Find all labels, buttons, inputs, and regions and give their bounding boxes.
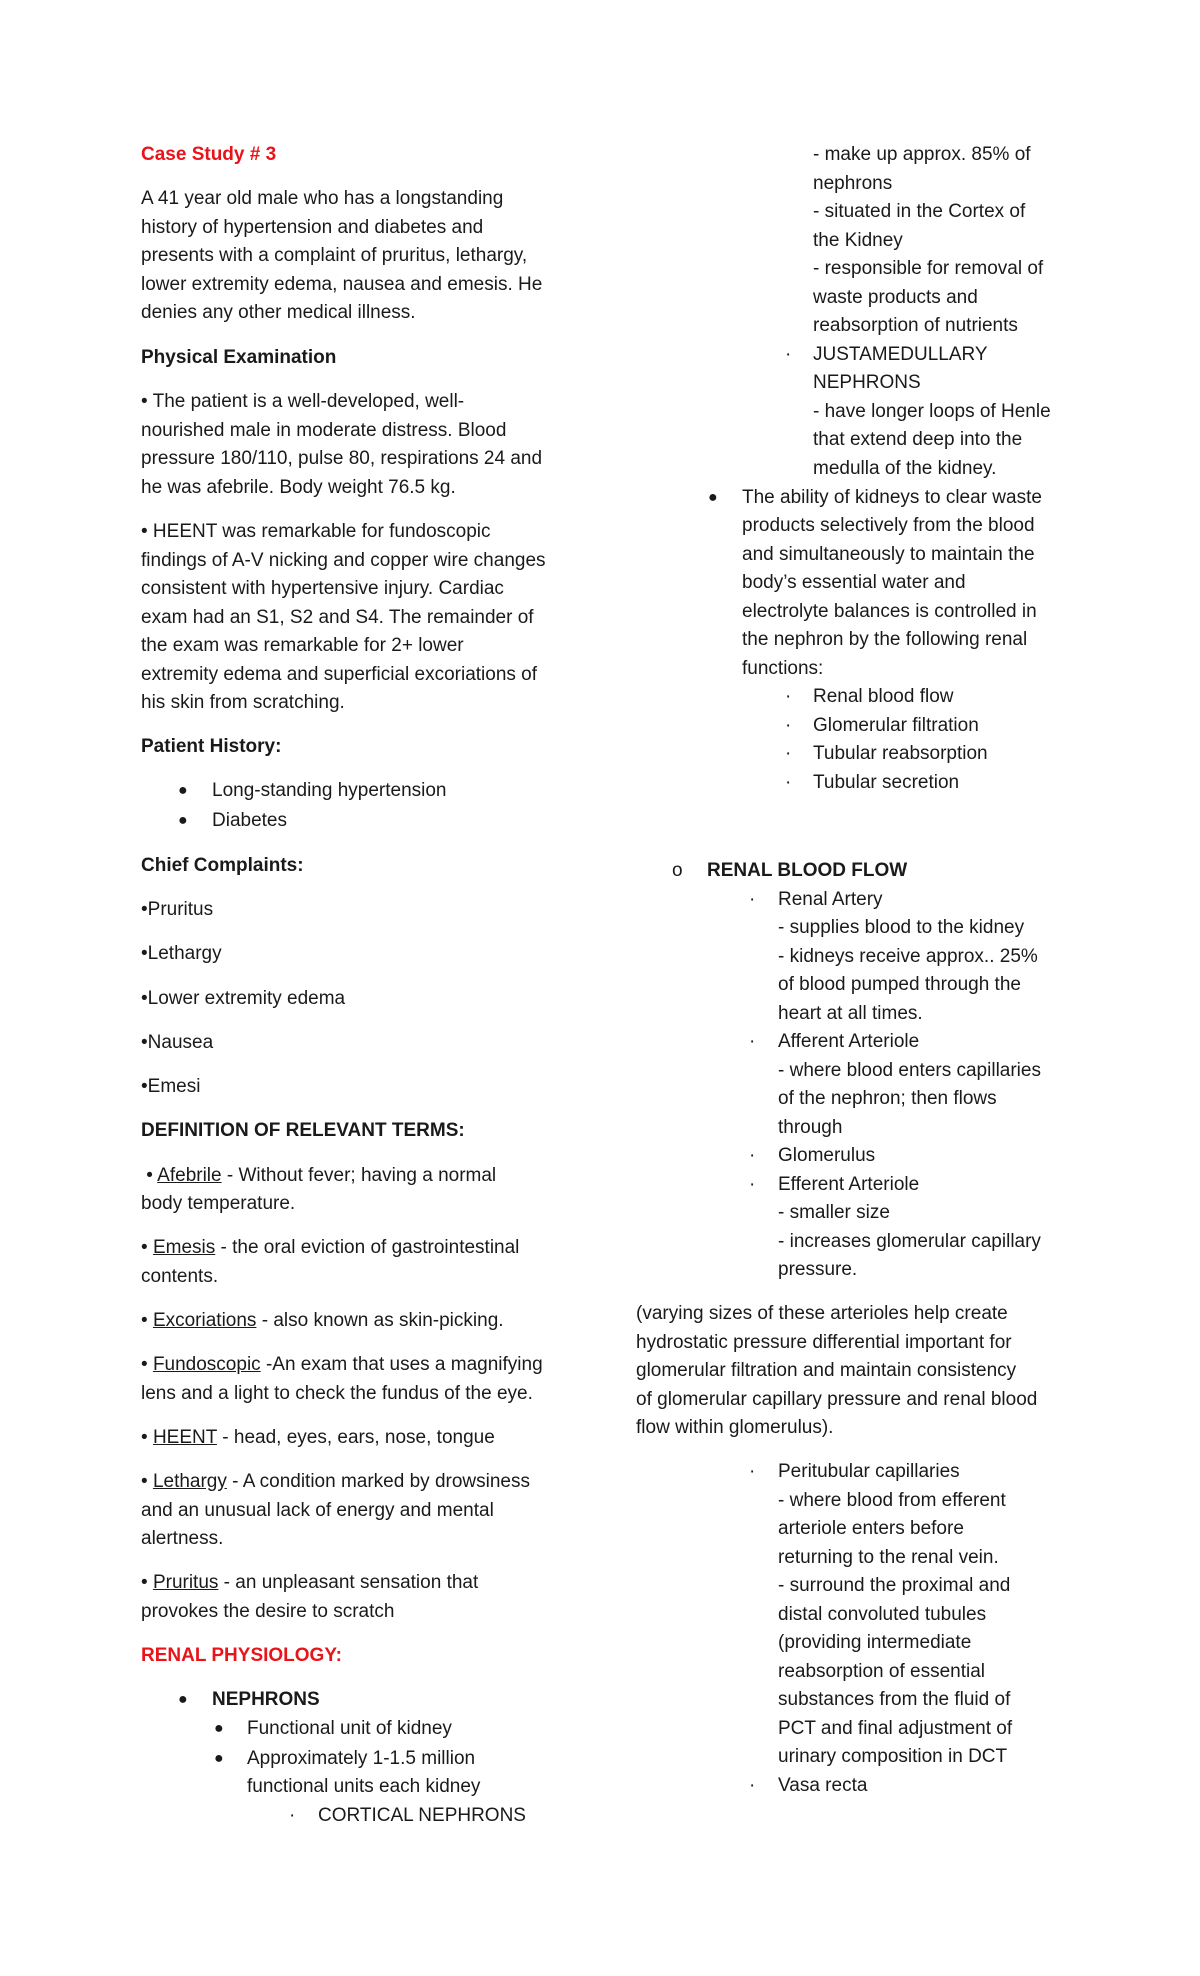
term-fundoscopic — [141, 1351, 543, 1379]
middle-dot-icon: · — [785, 743, 792, 764]
term-definition: - the oral eviction of gastrointestinal — [215, 1237, 520, 1258]
note-line: (varying sizes of these arterioles help create — [636, 1303, 1008, 1324]
detail-line: - situated in the Cortex of — [813, 201, 1026, 222]
ability-line: the nephron by the following renal — [742, 629, 1028, 650]
pe-line: nourished male in moderate distress. Blood — [141, 420, 507, 441]
term-word: Pruritus — [152, 1572, 219, 1593]
bullet-icon: ● — [178, 812, 188, 829]
definitions-heading: DEFINITION OF RELEVANT TERMS: — [141, 1120, 465, 1141]
glomerulus-item: Glomerulus — [778, 1145, 876, 1166]
intro-line: presents with a complaint of pruritus, lethargy, — [141, 245, 528, 266]
nephrons-label: NEPHRONS — [212, 1689, 320, 1710]
afferent-line: of the nephron; then flows — [778, 1088, 997, 1109]
nephron-sub-item: Functional unit of kidney — [247, 1718, 452, 1739]
term-definition: -An exam that uses a magnifying — [260, 1354, 543, 1375]
pe-line: extremity edema and superficial excoriations of — [141, 664, 538, 685]
renal-artery-line: of blood pumped through the — [778, 974, 1021, 995]
chief-complaints-heading: Chief Complaints: — [141, 855, 304, 876]
term-word: Lethargy — [152, 1471, 227, 1492]
function-item: Glomerular filtration — [813, 715, 979, 736]
pe-line: findings of A-V nicking and copper wire changes — [141, 550, 546, 571]
nephron-sub-item: functional units each kidney — [247, 1776, 481, 1797]
term-prefix: • — [141, 1310, 153, 1331]
detail-line: nephrons — [813, 173, 893, 194]
list-item: Diabetes — [212, 810, 287, 831]
pe-line: consistent with hypertensive injury. Cardiac — [141, 578, 504, 599]
term-continuation: contents. — [141, 1266, 219, 1287]
peritubular-line: distal convoluted tubules — [778, 1604, 987, 1625]
renal-artery-line: - kidneys receive approx.. 25% — [778, 946, 1038, 967]
renal-artery-line: heart at all times. — [778, 1003, 923, 1024]
case-study-title: Case Study # 3 — [141, 144, 277, 165]
term-prefix: • — [141, 1471, 153, 1492]
middle-dot-icon: · — [749, 1461, 756, 1482]
middle-dot-icon: · — [749, 889, 756, 910]
ability-line: The ability of kidneys to clear waste — [742, 487, 1042, 508]
peritubular-line: - surround the proximal and — [778, 1575, 1011, 1596]
peritubular-line: reabsorption of essential — [778, 1661, 986, 1682]
middle-dot-icon: · — [785, 344, 792, 365]
intro-line: A 41 year old male who has a longstanding — [141, 188, 504, 209]
peritubular-line: arteriole enters before — [778, 1518, 964, 1539]
renal-artery-line: - supplies blood to the kidney — [778, 917, 1025, 938]
term-definition: - A condition marked by drowsiness — [226, 1471, 530, 1492]
detail-line: waste products and — [813, 287, 978, 308]
hollow-circle-icon: o — [672, 860, 683, 881]
peritubular-line: (providing intermediate — [778, 1632, 972, 1653]
middle-dot-icon: · — [289, 1805, 296, 1826]
term-word: HEENT — [152, 1427, 217, 1448]
function-item: Tubular secretion — [813, 772, 960, 793]
term-definition: - Without fever; having a normal — [221, 1165, 497, 1186]
renal-artery-line: Renal Artery — [778, 889, 883, 910]
peritubular-line: PCT and final adjustment of — [778, 1718, 1013, 1739]
middle-dot-icon: · — [749, 1031, 756, 1052]
term-excoriations — [141, 1307, 504, 1335]
complaint-item: •Emesi — [141, 1076, 201, 1097]
term-continuation: lens and a light to check the fundus of the eye. — [141, 1383, 533, 1404]
middle-dot-icon: · — [785, 715, 792, 736]
middle-dot-icon: · — [785, 772, 792, 793]
note-line: hydrostatic pressure differential important for — [636, 1332, 1012, 1353]
function-item: Tubular reabsorption — [813, 743, 988, 764]
ability-line: electrolyte balances is controlled in — [742, 601, 1037, 622]
term-prefix: • — [141, 1354, 153, 1375]
function-item: Renal blood flow — [813, 686, 954, 707]
renal-blood-flow-heading: RENAL BLOOD FLOW — [707, 860, 908, 881]
peritubular-line: Peritubular capillaries — [778, 1461, 960, 1482]
term-pruritus — [141, 1569, 478, 1597]
juxta-line: medulla of the kidney. — [813, 458, 997, 479]
term-prefix: • — [141, 1572, 153, 1593]
term-word: Emesis — [152, 1237, 216, 1258]
middle-dot-icon: · — [749, 1174, 756, 1195]
efferent-line: pressure. — [778, 1259, 858, 1280]
bullet-icon: ● — [214, 1720, 224, 1737]
peritubular-line: urinary composition in DCT — [778, 1746, 1008, 1767]
bullet-icon: ● — [708, 489, 718, 506]
detail-line: the Kidney — [813, 230, 903, 251]
afferent-line: through — [778, 1117, 843, 1138]
detail-line: reabsorption of nutrients — [813, 315, 1018, 336]
ability-line: and simultaneously to maintain the — [742, 544, 1035, 565]
patient-history-heading: Patient History: — [141, 736, 282, 757]
term-lethargy — [141, 1468, 530, 1496]
intro-line: lower extremity edema, nausea and emesis. He — [141, 274, 543, 295]
peritubular-line: - where blood from efferent — [778, 1490, 1006, 1511]
pe-line: the exam was remarkable for 2+ lower — [141, 635, 464, 656]
efferent-line: Efferent Arteriole — [778, 1174, 920, 1195]
pe-line: exam had an S1, S2 and S4. The remainder of — [141, 607, 534, 628]
afferent-line: - where blood enters capillaries — [778, 1060, 1041, 1081]
note-line: of glomerular capillary pressure and renal blood — [636, 1389, 1038, 1410]
note-line: glomerular filtration and maintain consistency — [636, 1360, 1017, 1381]
efferent-line: - smaller size — [778, 1202, 890, 1223]
bullet-icon: ● — [214, 1750, 224, 1767]
physical-exam-heading: Physical Examination — [141, 347, 337, 368]
ability-line: products selectively from the blood — [742, 515, 1035, 536]
nephron-sub-item: Approximately 1-1.5 million — [247, 1748, 476, 1769]
renal-physiology-heading: RENAL PHYSIOLOGY: — [141, 1645, 342, 1666]
term-afebrile — [141, 1162, 496, 1190]
term-definition: - an unpleasant sensation that — [218, 1572, 479, 1593]
middle-dot-icon: · — [749, 1145, 756, 1166]
peritubular-line: returning to the renal vein. — [778, 1547, 999, 1568]
complaint-item: •Lethargy — [141, 943, 222, 964]
bullet-icon: ● — [178, 1691, 188, 1708]
complaint-item: •Pruritus — [141, 899, 214, 920]
term-emesis — [141, 1234, 519, 1262]
juxta-line: JUSTAMEDULLARY — [813, 344, 988, 365]
term-word: Excoriations — [152, 1310, 257, 1331]
juxta-line: NEPHRONS — [813, 372, 921, 393]
term-continuation: alertness. — [141, 1528, 224, 1549]
intro-line: denies any other medical illness. — [141, 302, 416, 323]
middle-dot-icon: · — [785, 686, 792, 707]
term-word: Fundoscopic — [152, 1354, 261, 1375]
term-prefix: • — [141, 1165, 158, 1186]
detail-line: - make up approx. 85% of — [813, 144, 1031, 165]
list-item: Long-standing hypertension — [212, 780, 447, 801]
bullet-icon: ● — [178, 782, 188, 799]
complaint-item: •Nausea — [141, 1032, 214, 1053]
middle-dot-icon: · — [749, 1775, 756, 1796]
juxta-line: that extend deep into the — [813, 429, 1023, 450]
ability-line: body’s essential water and — [742, 572, 966, 593]
efferent-line: - increases glomerular capillary — [778, 1231, 1041, 1252]
note-line: flow within glomerulus). — [636, 1417, 834, 1438]
juxta-line: - have longer loops of Henle — [813, 401, 1051, 422]
term-heent — [141, 1424, 495, 1452]
term-continuation: and an unusual lack of energy and mental — [141, 1500, 494, 1521]
term-prefix: • — [141, 1427, 153, 1448]
pe-line: his skin from scratching. — [141, 692, 345, 713]
cortical-nephrons-label: CORTICAL NEPHRONS — [318, 1805, 526, 1826]
term-definition: - head, eyes, ears, nose, tongue — [217, 1427, 495, 1448]
ability-line: functions: — [742, 658, 824, 679]
term-continuation: body temperature. — [141, 1193, 296, 1214]
term-definition: - also known as skin-picking. — [256, 1310, 504, 1331]
afferent-line: Afferent Arteriole — [778, 1031, 920, 1052]
vasa-recta-item: Vasa recta — [778, 1775, 868, 1796]
term-prefix: • — [141, 1237, 153, 1258]
term-continuation: provokes the desire to scratch — [141, 1601, 395, 1622]
complaint-item: •Lower extremity edema — [141, 988, 346, 1009]
detail-line: - responsible for removal of — [813, 258, 1044, 279]
pe-line: he was afebrile. Body weight 76.5 kg. — [141, 477, 456, 498]
pe-line: • HEENT was remarkable for fundoscopic — [141, 521, 491, 542]
pe-line: • The patient is a well-developed, well- — [141, 391, 465, 412]
term-word: Afebrile — [157, 1165, 222, 1186]
intro-line: history of hypertension and diabetes and — [141, 217, 484, 238]
peritubular-line: substances from the fluid of — [778, 1689, 1011, 1710]
pe-line: pressure 180/110, pulse 80, respirations 24 and — [141, 448, 543, 469]
